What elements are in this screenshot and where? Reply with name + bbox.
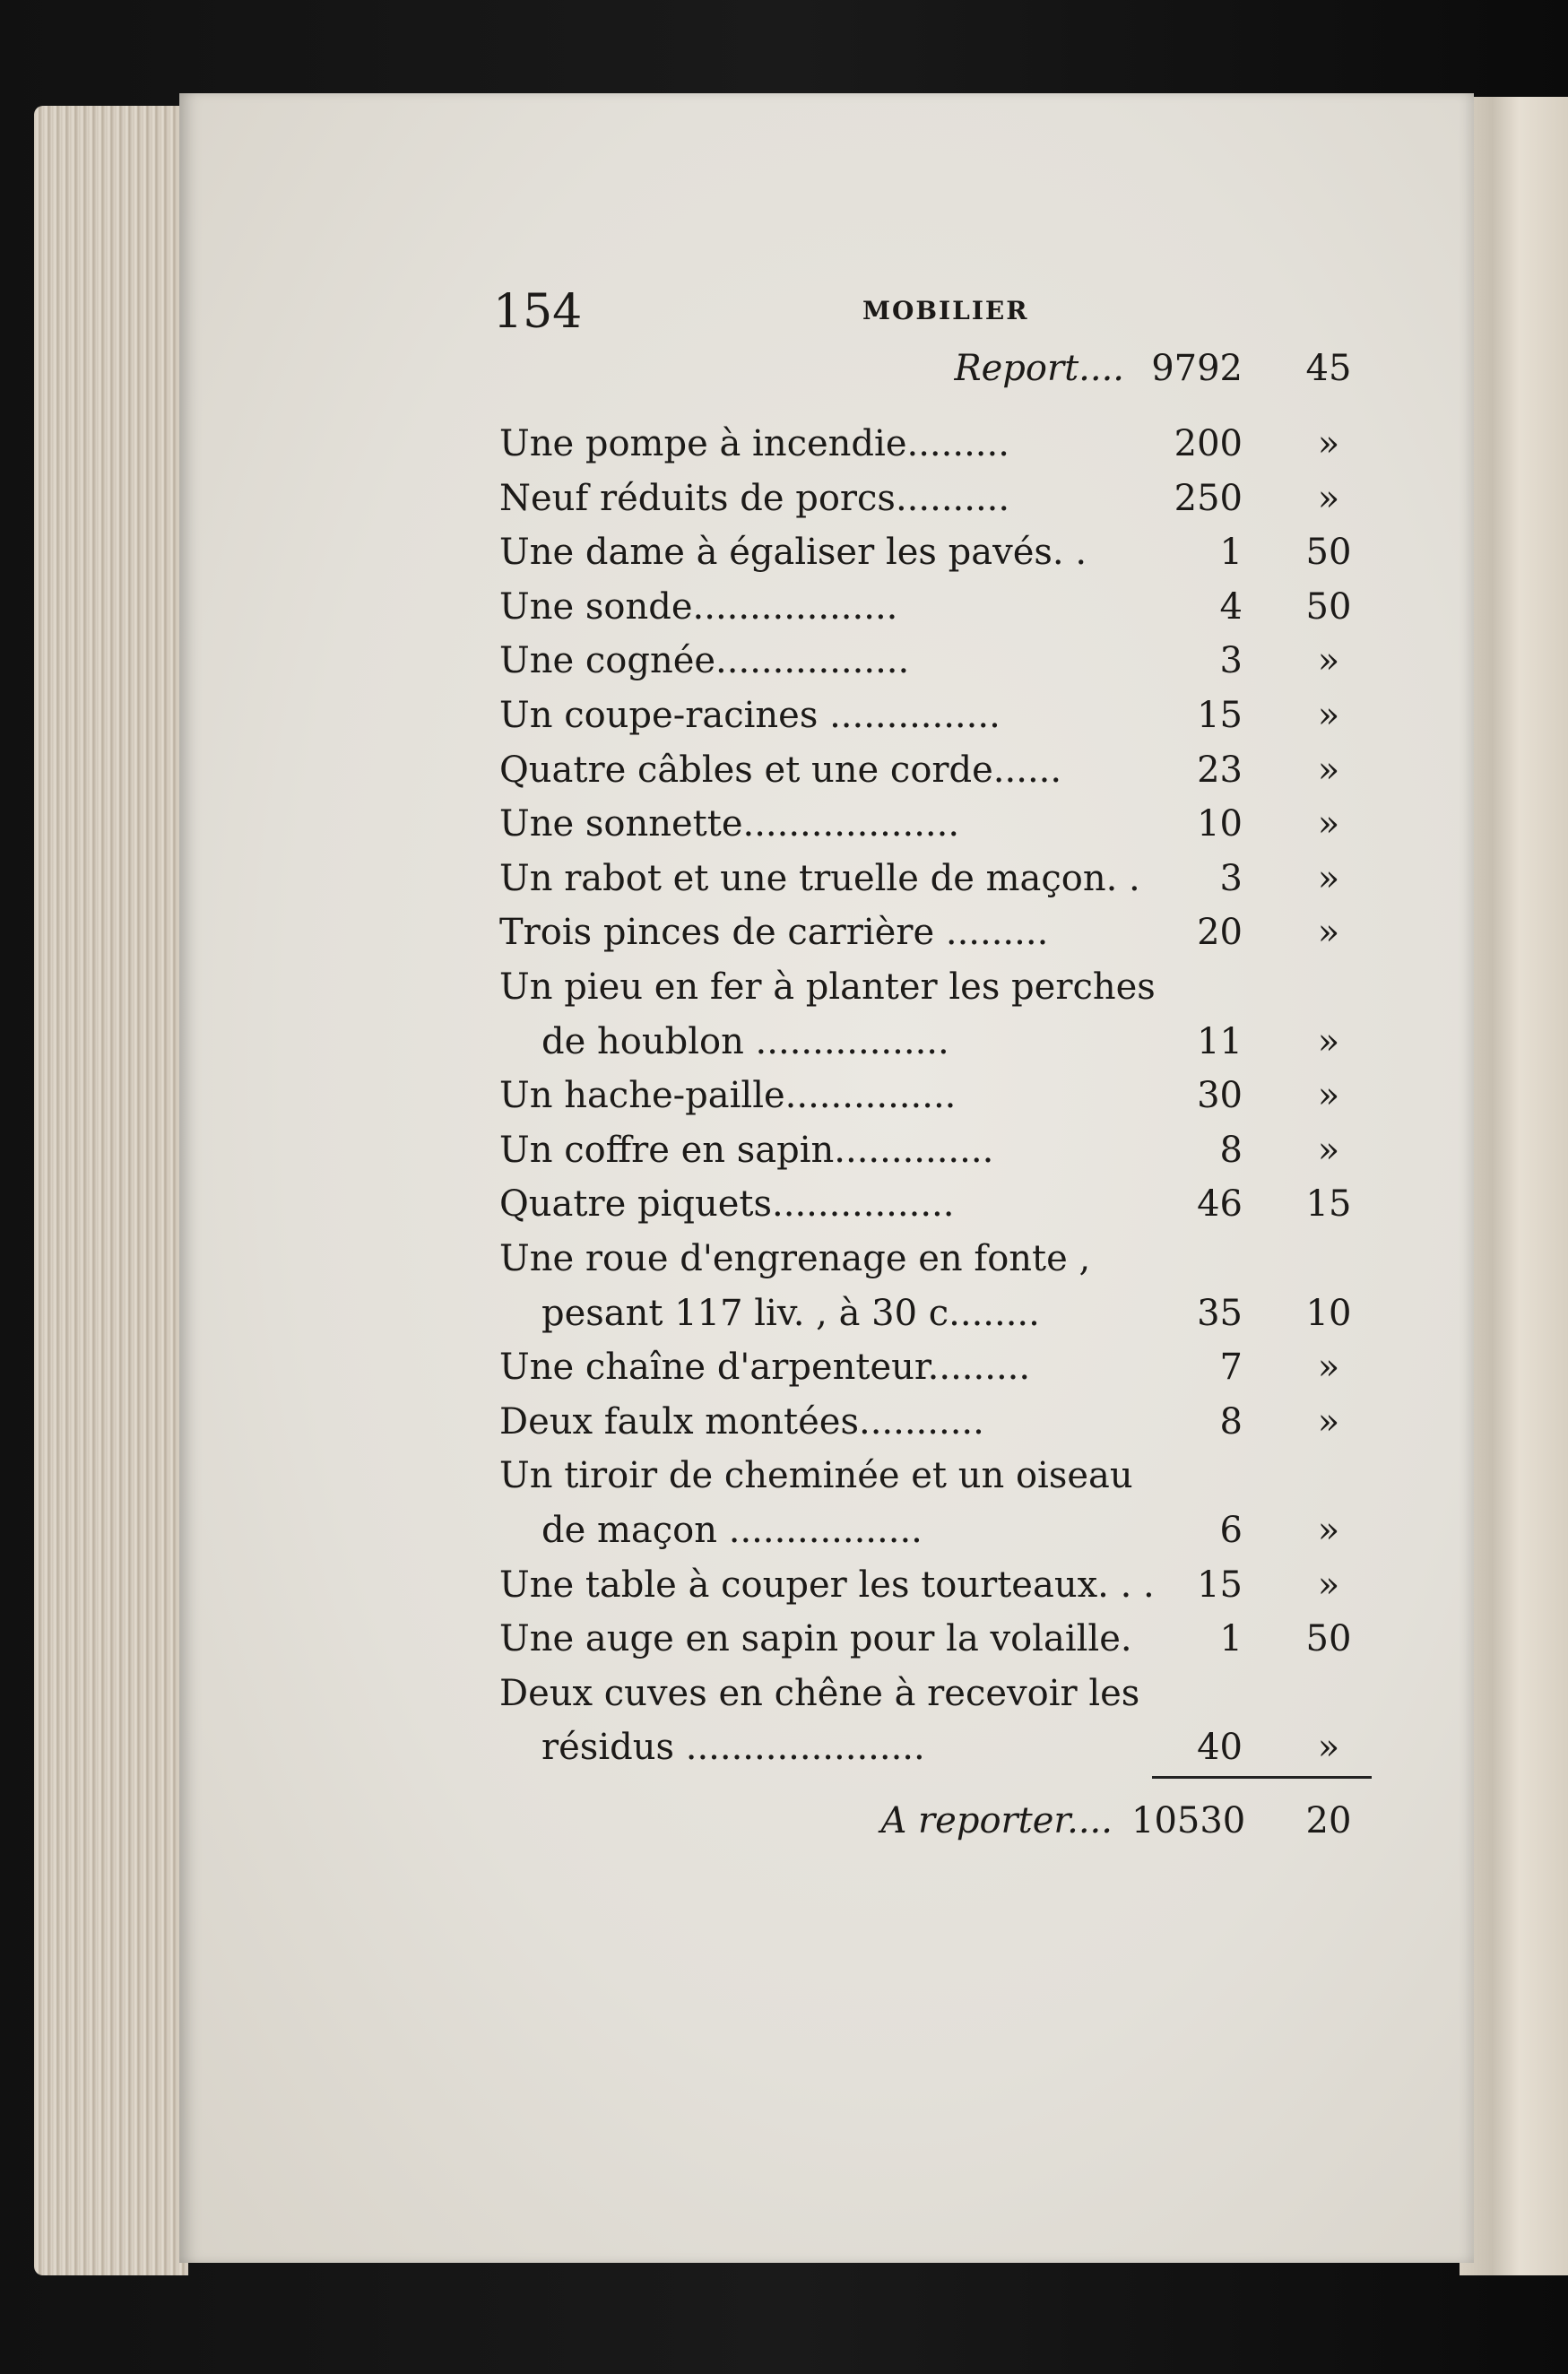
carry-over-row: [0, 1800, 1568, 1854]
table-row: [0, 1183, 1568, 1237]
table-row: [0, 1618, 1568, 1672]
item-centimes: »: [1317, 1400, 1340, 1443]
item-francs: 6: [1219, 1510, 1243, 1551]
item-description: résidus .....................: [541, 1727, 925, 1769]
item-francs: 8: [1219, 1129, 1243, 1171]
item-centimes: »: [1317, 695, 1340, 736]
item-description: Une sonnette...................: [499, 803, 960, 845]
item-francs: 3: [1219, 640, 1243, 682]
item-description: Un hache-paille...............: [499, 1075, 957, 1117]
item-centimes: 50: [1305, 532, 1352, 574]
item-centimes: »: [1317, 1564, 1340, 1606]
item-francs: 3: [1219, 857, 1243, 899]
item-description: de maçon .................: [541, 1510, 923, 1551]
item-centimes: »: [1317, 803, 1340, 845]
item-description: Une auge en sapin pour la volaille.: [499, 1618, 1132, 1660]
item-description: Une table à couper les tourteaux. . .: [499, 1564, 1155, 1606]
item-description: Deux faulx montées...........: [499, 1400, 984, 1443]
item-description: de houblon .................: [541, 1020, 949, 1062]
item-description: Un pieu en fer à planter les perches: [499, 966, 1156, 1008]
table-row: [0, 1455, 1568, 1509]
item-francs: 23: [1197, 749, 1243, 791]
item-description: Une sonde..................: [499, 585, 898, 628]
item-centimes: 50: [1305, 585, 1352, 628]
item-centimes: »: [1317, 1347, 1340, 1389]
table-row: [0, 423, 1568, 477]
item-francs: 46: [1197, 1183, 1243, 1226]
item-description: pesant 117 liv. , à 30 c........: [541, 1292, 1040, 1334]
item-francs: 15: [1197, 1564, 1243, 1606]
page-number: 154: [493, 285, 583, 339]
item-francs: 7: [1219, 1347, 1243, 1389]
item-centimes: 15: [1305, 1183, 1352, 1226]
running-head: MOBILIER: [862, 296, 1029, 325]
item-description: Un coupe-racines ...............: [499, 695, 1001, 736]
item-description: Une dame à égaliser les pavés. .: [499, 532, 1087, 574]
item-francs: 1: [1219, 1618, 1243, 1660]
table-row: [0, 695, 1568, 749]
table-row: [0, 1347, 1568, 1400]
item-centimes: »: [1317, 1020, 1340, 1062]
table-row: [0, 586, 1568, 640]
item-description: Un coffre en sapin..............: [499, 1129, 994, 1171]
item-centimes: »: [1317, 640, 1340, 682]
item-centimes: »: [1317, 857, 1340, 899]
table-row: [0, 1075, 1568, 1129]
item-centimes: »: [1317, 423, 1340, 464]
item-description: Neuf réduits de porcs..........: [499, 477, 1010, 519]
item-description: Une pompe à incendie.........: [499, 423, 1009, 464]
item-francs: 250: [1174, 477, 1243, 519]
item-centimes: »: [1317, 477, 1340, 519]
item-description: Une chaîne d'arpenteur.........: [499, 1347, 1031, 1389]
table-row: [0, 1673, 1568, 1727]
carry-over-centimes: 20: [1305, 1800, 1352, 1841]
item-francs: 10: [1197, 803, 1243, 845]
table-row: [0, 532, 1568, 585]
carry-over-label: A reporter....: [880, 1800, 1113, 1841]
table-row: [0, 1510, 1568, 1564]
item-francs: 200: [1174, 423, 1243, 464]
item-description: Un rabot et une truelle de maçon. .: [499, 857, 1140, 899]
item-description: Deux cuves en chêne à recevoir les: [499, 1672, 1140, 1714]
table-row: [0, 478, 1568, 532]
table-row: [0, 1021, 1568, 1075]
item-francs: 35: [1197, 1292, 1243, 1334]
sum-rule: [1152, 1776, 1372, 1779]
item-francs: 4: [1219, 585, 1243, 628]
item-centimes: »: [1317, 1510, 1340, 1551]
item-description: Trois pinces de carrière .........: [499, 912, 1049, 954]
item-francs: 20: [1197, 912, 1243, 954]
report-label: Report....: [954, 348, 1124, 389]
item-description: Un tiroir de cheminée et un oiseau: [499, 1455, 1133, 1497]
item-centimes: »: [1317, 912, 1340, 954]
table-row: [0, 858, 1568, 912]
item-francs: 8: [1219, 1400, 1243, 1443]
item-francs: 40: [1197, 1727, 1243, 1769]
report-centimes: 45: [1305, 348, 1352, 389]
item-description: Une cognée.................: [499, 640, 910, 682]
item-centimes: 10: [1305, 1292, 1352, 1334]
table-row: [0, 966, 1568, 1020]
item-description: Quatre câbles et une corde......: [499, 749, 1062, 791]
item-francs: 30: [1197, 1075, 1243, 1117]
table-row: [0, 912, 1568, 966]
item-centimes: »: [1317, 1129, 1340, 1171]
table-row: [0, 640, 1568, 694]
report-row: [0, 348, 1568, 402]
table-row: [0, 1130, 1568, 1183]
table-row: [0, 1238, 1568, 1292]
item-centimes: 50: [1305, 1618, 1352, 1660]
item-francs: 1: [1219, 532, 1243, 574]
item-centimes: »: [1317, 1727, 1340, 1769]
table-row: [0, 1401, 1568, 1455]
carry-over-francs: 10530: [1131, 1800, 1246, 1841]
table-row: [0, 1727, 1568, 1780]
table-row: [0, 749, 1568, 803]
item-description: Une roue d'engrenage en fonte ,: [499, 1238, 1091, 1279]
table-row: [0, 1293, 1568, 1347]
item-francs: 11: [1197, 1020, 1243, 1062]
item-description: Quatre piquets................: [499, 1183, 955, 1226]
item-centimes: »: [1317, 749, 1340, 791]
item-centimes: »: [1317, 1075, 1340, 1117]
table-row: [0, 803, 1568, 857]
table-row: [0, 1564, 1568, 1618]
item-francs: 15: [1197, 695, 1243, 736]
report-francs: 9792: [1151, 348, 1243, 389]
